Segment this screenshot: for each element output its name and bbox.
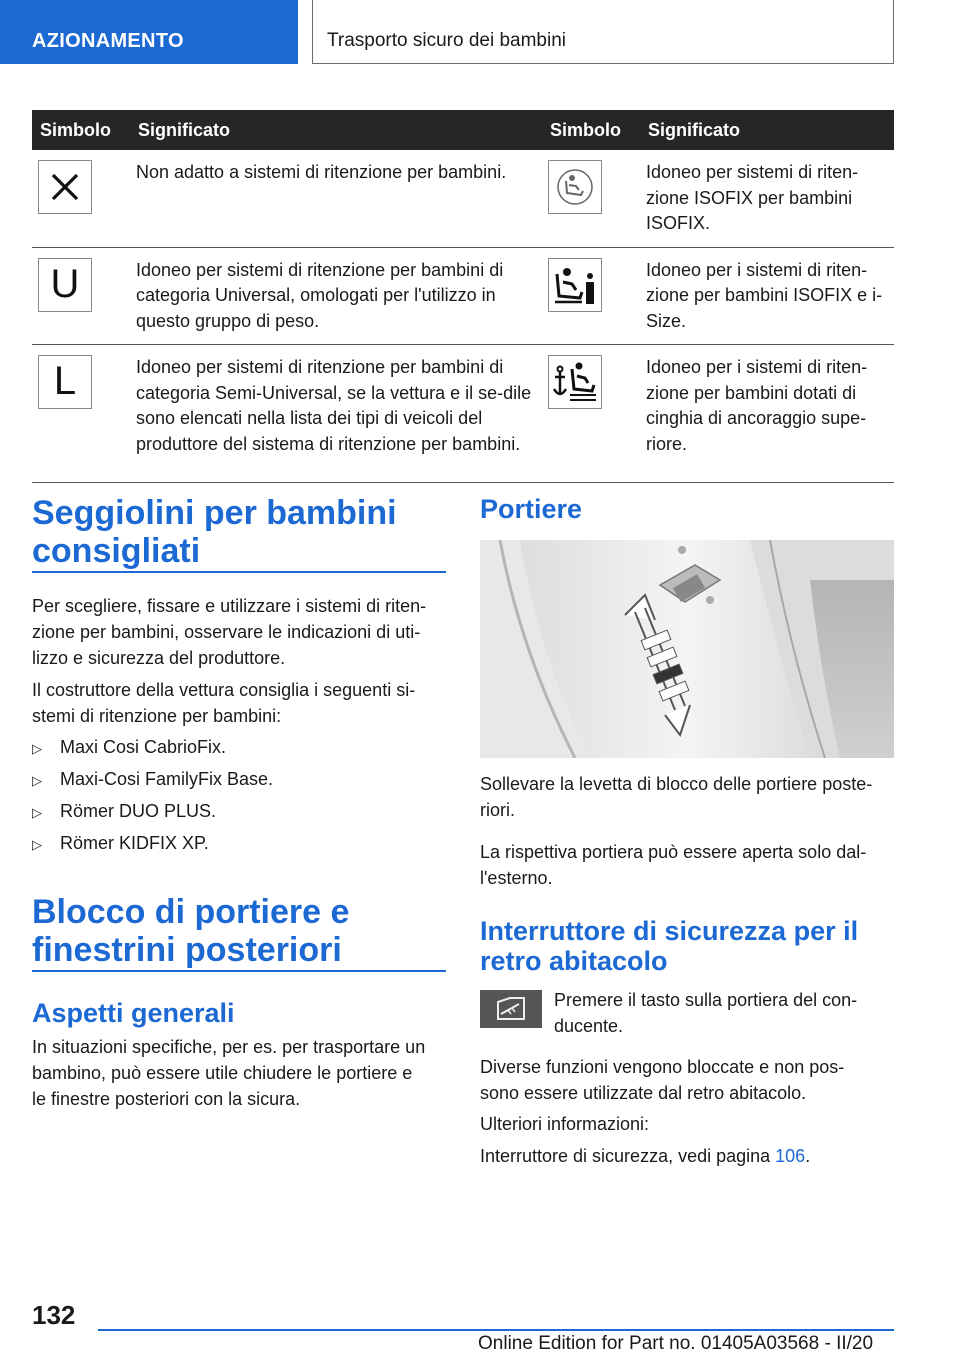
- list-item: ▷ Maxi-Cosi FamilyFix Base.: [32, 766, 273, 794]
- paragraph: Diverse funzioni vengono bloccate e non pos- sono essere utilizzate dal retro abitacolo.: [480, 1057, 845, 1103]
- meaning-cell: Idoneo per i sistemi di riten-zione per bambini ISOFIX e i-Size.: [640, 247, 894, 345]
- list-item: ▷ Römer DUO PLUS.: [32, 798, 216, 826]
- meaning-cell: Idoneo per sistemi di ritenzione per bambini di categoria Universal, omologati per l'utilizzo in questo gruppo di peso.: [130, 247, 542, 345]
- column-header: Simbolo: [32, 110, 130, 150]
- heading-blocco: Blocco di portiere e finestrini posteriori: [32, 893, 350, 969]
- symbol-cell: [32, 247, 130, 345]
- symbol-cell: [32, 345, 130, 483]
- section-tab: [0, 0, 298, 64]
- column-header: Significato: [640, 110, 894, 150]
- column-header: Simbolo: [542, 110, 640, 150]
- child-lock-switch-icon: [480, 990, 542, 1028]
- table-header-row: [32, 110, 894, 150]
- symbol-cell: [542, 150, 640, 247]
- paragraph: Sollevare la levetta di blocco delle portiere poste- riori.: [480, 774, 873, 820]
- isofix-seat-icon: [548, 160, 602, 214]
- table-row: [32, 247, 894, 345]
- symbol-cell: [542, 247, 640, 345]
- chapter-tab: [312, 0, 894, 64]
- symbol-cell: [32, 150, 130, 247]
- heading-portiere: Portiere: [480, 494, 583, 524]
- chapter-title: Trasporto sicuro dei bambini: [327, 30, 567, 51]
- paragraph: Il costruttore della vettura consiglia i seguenti si- stemi di ritenzione per bambini:: [32, 680, 416, 726]
- table-row: [32, 345, 894, 483]
- heading-interruttore: Interruttore di sicurezza per il retro abitacolo: [480, 916, 859, 976]
- paragraph: Interruttore di sicurezza, vedi pagina 106.: [480, 1146, 811, 1166]
- section-title: AZIONAMENTO: [32, 30, 184, 52]
- footer-rule: [98, 1329, 894, 1331]
- cross-icon: [38, 160, 92, 214]
- symbol-table: [32, 110, 894, 483]
- paragraph: Premere il tasto sulla portiera del con- ducente.: [554, 990, 858, 1036]
- meaning-cell: Non adatto a sistemi di ritenzione per bambini.: [130, 150, 542, 247]
- triangle-bullet-icon: ▷: [32, 805, 42, 820]
- page-link[interactable]: 106: [775, 1146, 806, 1166]
- paragraph: Per scegliere, fissare e utilizzare i sistemi di riten- zione per bambini, osservare le indicazioni di uti- lizzo e sicurezza del produttore.: [32, 596, 427, 668]
- list-item: ▷ Römer KIDFIX XP.: [32, 830, 209, 858]
- triangle-bullet-icon: ▷: [32, 773, 42, 788]
- door-lock-illustration: [480, 540, 894, 758]
- symbol-cell: [542, 345, 640, 483]
- isofix-i-size-icon: [548, 258, 602, 312]
- heading-rule: [32, 970, 446, 972]
- meaning-cell: Idoneo per i sistemi di riten-zione per bambini dotati di cinghia di ancoraggio supe-riore.: [640, 345, 894, 483]
- list-item: ▷ Maxi Cosi CabrioFix.: [32, 734, 226, 762]
- triangle-bullet-icon: ▷: [32, 837, 42, 852]
- triangle-bullet-icon: ▷: [32, 741, 42, 756]
- column-header: Significato: [130, 110, 542, 150]
- paragraph: Ulteriori informazioni:: [480, 1114, 650, 1134]
- paragraph: In situazioni specifiche, per es. per trasportare un bambino, può essere utile chiudere le portiere e le finestre posteriori con la sicura.: [32, 1037, 426, 1109]
- top-tether-anchor-icon: [548, 355, 602, 409]
- meaning-cell: Idoneo per sistemi di ritenzione per bambini di categoria Semi-Universal, se la vettura e il se-dile sono elencati nella lista dei tipi di veicoli del produttore del sistema di ritenzione per bambini.: [130, 345, 542, 483]
- page-number: 132: [32, 1300, 76, 1330]
- heading-rule: [32, 571, 446, 573]
- meaning-cell: Idoneo per sistemi di riten-zione ISOFIX per bambini ISOFIX.: [640, 150, 894, 247]
- table-row: [32, 150, 894, 247]
- universal-symbol: U: [38, 258, 92, 312]
- heading-seggiolini: Seggiolini per bambini consigliati: [32, 494, 397, 570]
- paragraph: La rispettiva portiera può essere aperta solo dal- l'esterno.: [480, 842, 867, 888]
- edition-text: Online Edition for Part no. 01405A03568 - II/20: [478, 1333, 874, 1354]
- heading-aspetti: Aspetti generali: [32, 998, 235, 1028]
- semi-universal-symbol: L: [38, 355, 92, 409]
